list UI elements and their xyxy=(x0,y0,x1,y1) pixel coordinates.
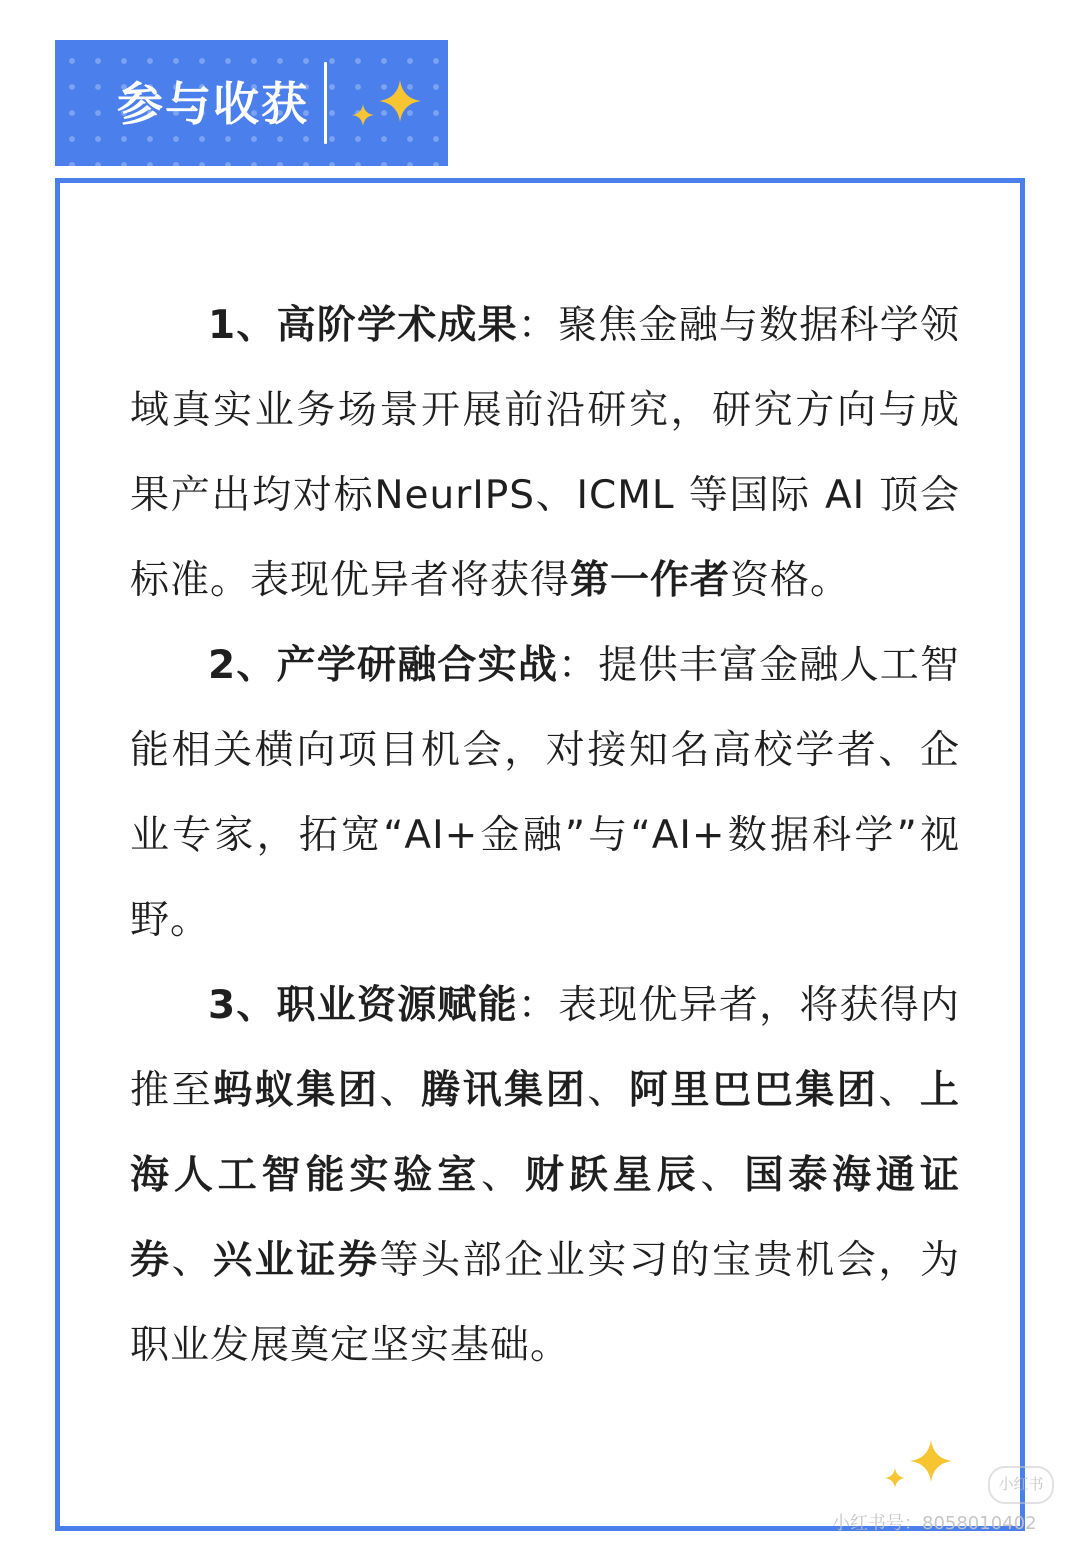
sparkle-icon xyxy=(379,80,421,122)
heading-colon: ： xyxy=(517,303,559,348)
company-name: 上海人工智能实验室 xyxy=(130,1068,960,1198)
company-name: 阿里巴巴集团 xyxy=(628,1068,879,1113)
sparkle-icon xyxy=(910,1440,952,1482)
paragraph-heading: 高阶学术成果 xyxy=(276,303,518,348)
heading-colon: ： xyxy=(558,643,599,688)
watermark-logo: 小红书 xyxy=(988,1466,1054,1504)
paragraph-industry-practice xyxy=(130,623,960,963)
paragraph-heading: 产学研融合实战 xyxy=(276,643,559,688)
paragraph-number: 2、 xyxy=(208,643,277,688)
company-name: 国泰海通证券 xyxy=(130,1153,960,1283)
header-title: 参与收获 xyxy=(117,77,309,131)
content-card xyxy=(55,178,1025,1531)
company-separator: 、 xyxy=(379,1068,422,1113)
sparkle-icon xyxy=(352,104,374,126)
paragraph-text: 等头部企业实习的宝贵机会，为职业发展奠定坚实基础。 xyxy=(130,1238,960,1368)
content-text xyxy=(130,283,960,1388)
company-name: 财跃星辰 xyxy=(524,1153,701,1198)
header-tab xyxy=(55,40,448,166)
header-divider xyxy=(324,62,327,144)
company-name: 腾讯集团 xyxy=(421,1068,588,1113)
paragraph-text: 提供丰富金融人工智能相关横向项目机会，对接知名高校学者、企业专家，拓宽“AI+金融”与“AI+数据科学”视野。 xyxy=(130,643,960,943)
company-separator: 、 xyxy=(700,1153,745,1198)
paragraph-career-resources xyxy=(130,963,960,1388)
paragraph-number: 1、 xyxy=(208,303,277,348)
first-author-highlight: 第一作者 xyxy=(570,558,731,603)
company-separator: 、 xyxy=(171,1238,214,1283)
company-name: 蚂蚁集团 xyxy=(213,1068,380,1113)
company-name: 兴业证券 xyxy=(213,1238,380,1283)
heading-colon: ： xyxy=(517,983,559,1028)
paragraph-text: 表现优异者，将获得内推至 xyxy=(130,983,960,1113)
company-separator: 、 xyxy=(587,1068,629,1113)
company-separator: 、 xyxy=(878,1068,920,1113)
paragraph-number: 3、 xyxy=(208,983,277,1028)
paragraph-text: 资格。 xyxy=(730,558,851,603)
watermark-id: 小红书号：8058010402 xyxy=(832,1513,1037,1534)
paragraph-heading: 职业资源赋能 xyxy=(276,983,518,1028)
company-separator: 、 xyxy=(481,1153,525,1198)
paragraph-academic-results xyxy=(130,283,960,623)
sparkle-icon xyxy=(885,1468,905,1488)
paragraph-text: 聚焦金融与数据科学领域真实业务场景开展前沿研究，研究方向与成果产出均对标NeurIPS、ICML 等国际 AI 顶会标准。表现优异者将获得 xyxy=(130,303,960,603)
